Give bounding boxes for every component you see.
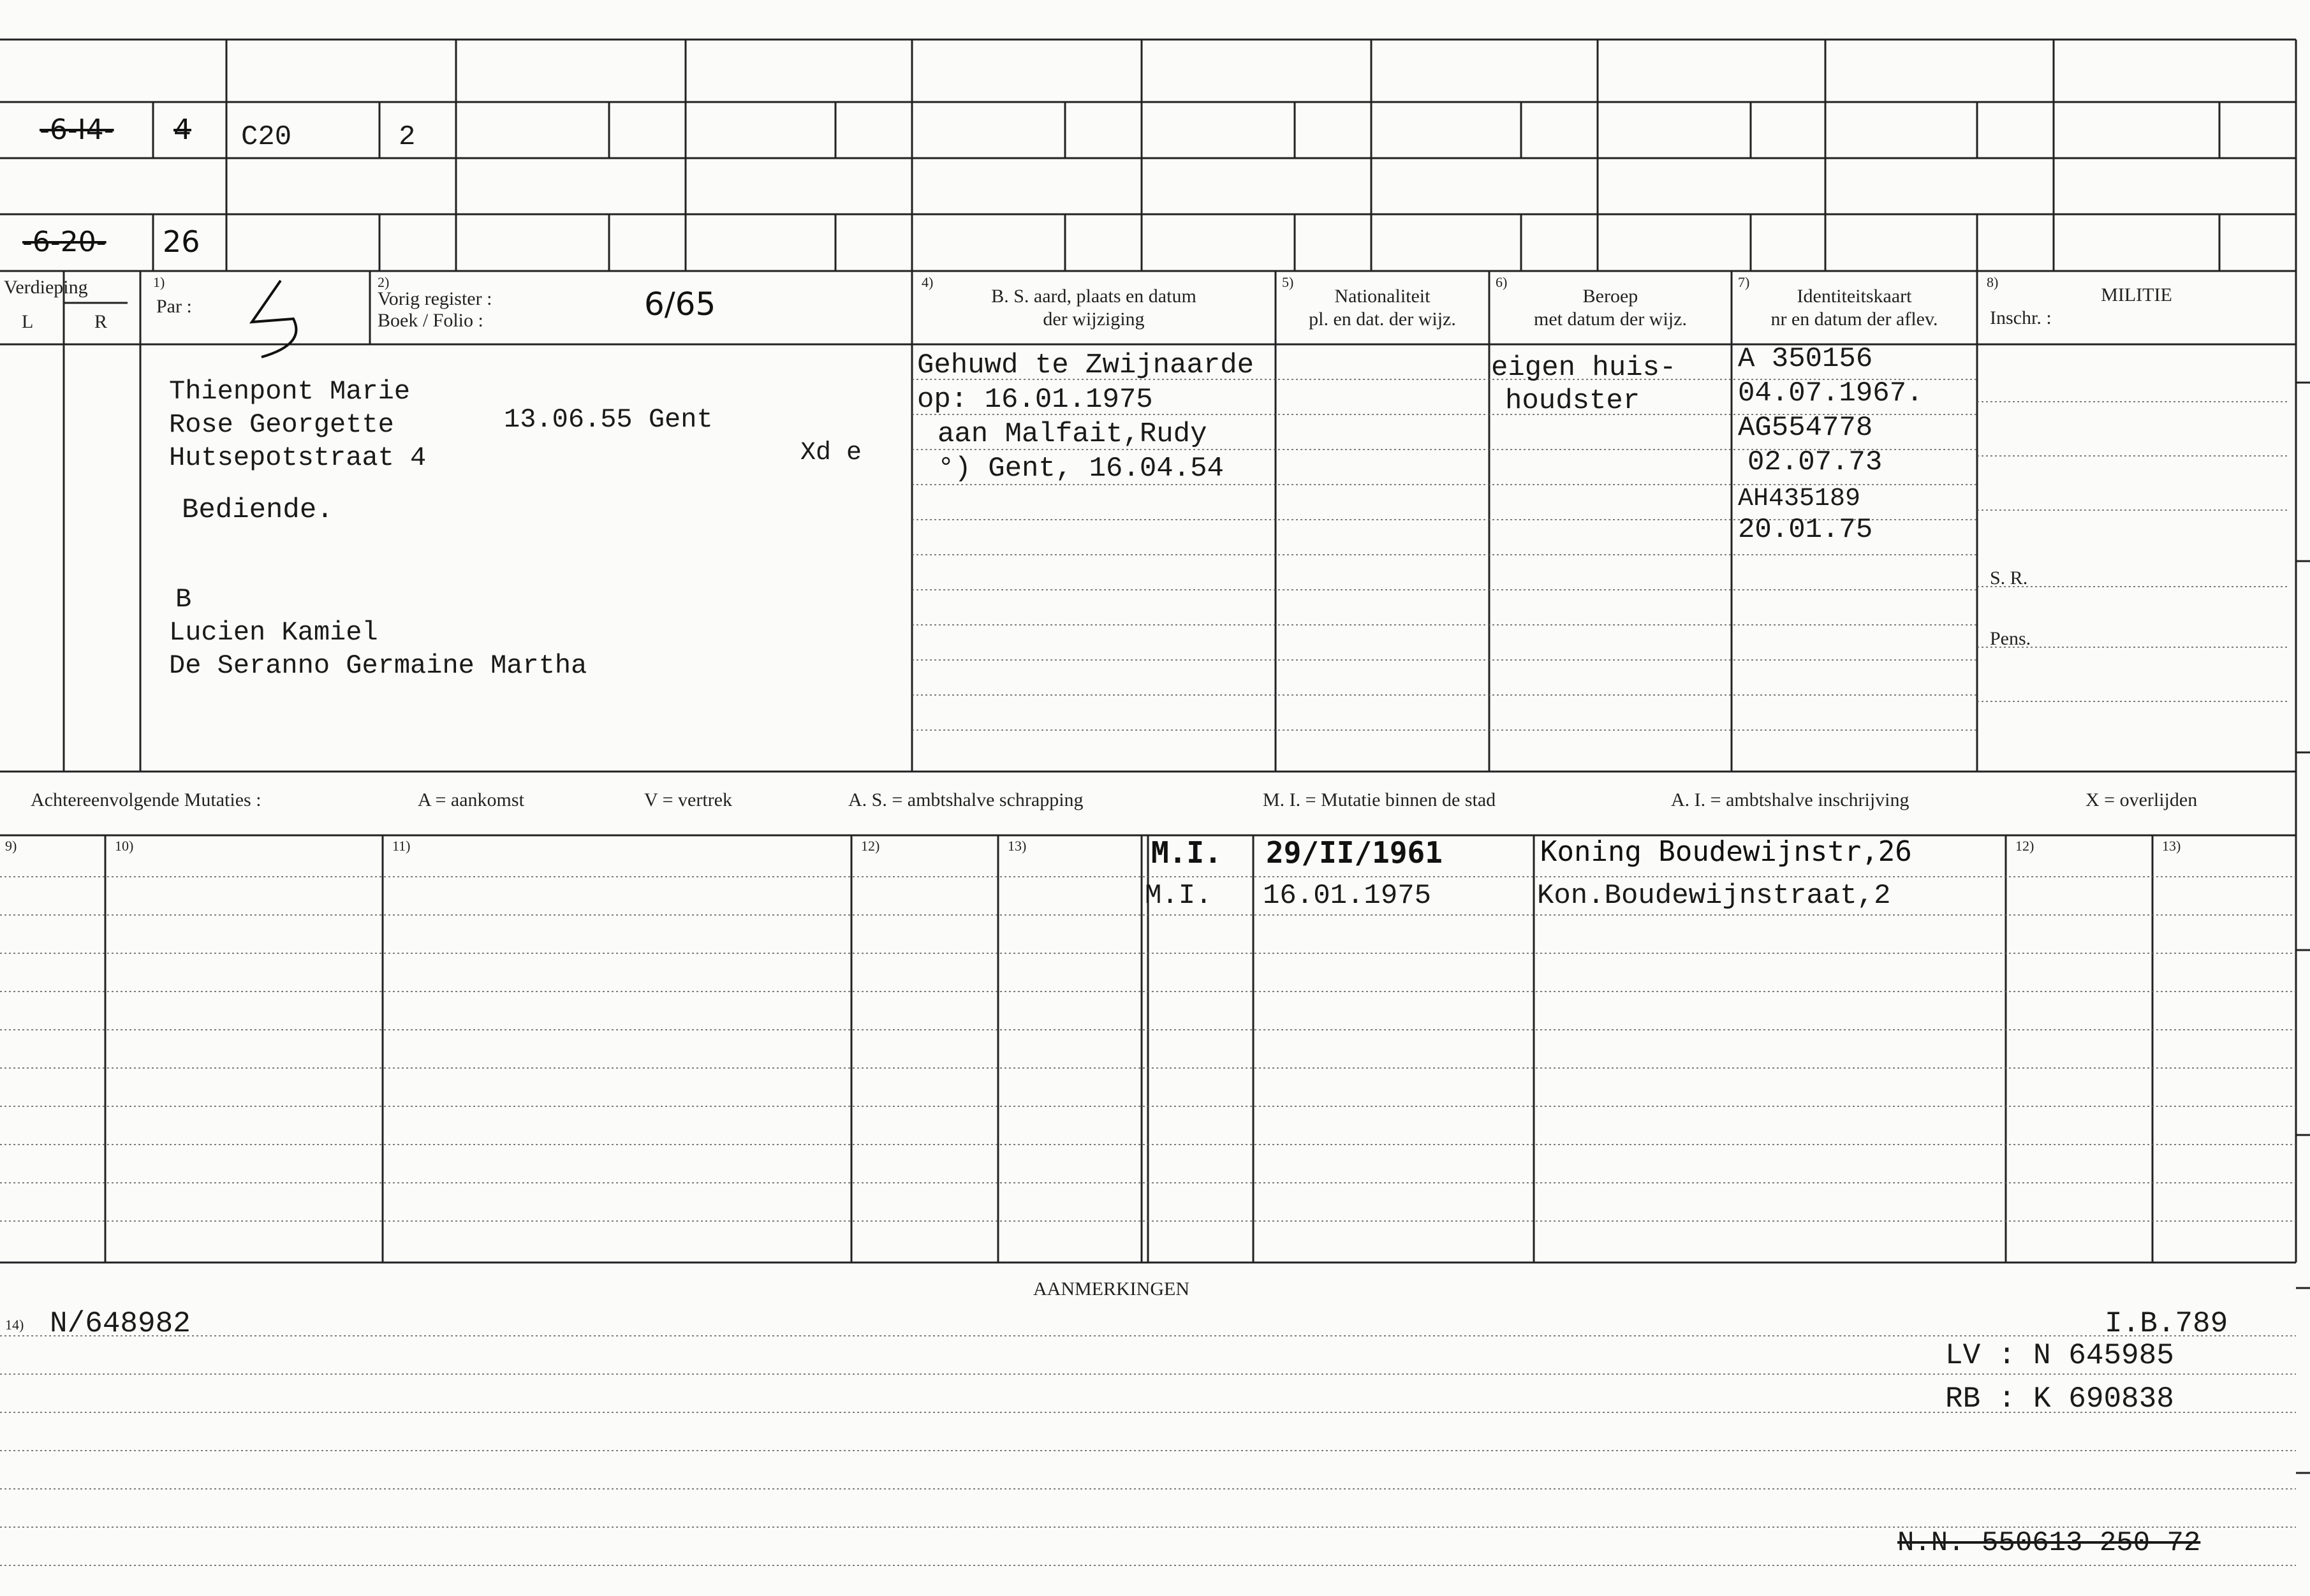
remarks-reference: N/648982 (50, 1307, 191, 1340)
legend-overlijden: X = overlijden (2086, 789, 2198, 810)
verdieping-r: R (94, 311, 108, 332)
identiteitskaart-header-line2: nr en datum der aflev. (1770, 309, 1938, 330)
legend-ambtshalve-inschrijving: A. I. = ambtshalve inschrijving (1671, 789, 1909, 810)
col-number-1: 1) (153, 274, 165, 290)
sr-label: S. R. (1990, 567, 2028, 589)
top-code-c1: C20 (241, 121, 292, 153)
vorig-register-label: Vorig register : (378, 288, 492, 309)
legend-ambtshalve-schrapping: A. S. = ambtshalve schrapping (848, 789, 1084, 810)
bs-entry-2: op: 16.01.1975 (917, 384, 1153, 416)
beroep-entry-2: houdster (1505, 385, 1640, 417)
nationaliteit-header-line1: Nationaliteit (1334, 286, 1431, 307)
bs-entry-4: °) Gent, 16.04.54 (938, 453, 1224, 485)
nationaliteit-header-line2: pl. en dat. der wijz. (1309, 309, 1456, 330)
mutation-col-9: 9) (5, 838, 17, 854)
identiteitskaart-header-line1: Identiteitskaart (1797, 286, 1912, 307)
bs-entry-3: aan Malfait,Rudy (938, 418, 1207, 450)
id-entry-4: 02.07.73 (1747, 446, 1883, 478)
person-mark: Xd e (800, 439, 862, 467)
pens-label: Pens. (1990, 628, 2031, 649)
remarks-lv: LV : N 645985 (1945, 1339, 2174, 1372)
beroep-header-line2: met datum der wijz. (1534, 309, 1687, 330)
col-number-2: 2) (378, 274, 390, 290)
par-handwritten-mark (252, 281, 296, 357)
legend-title: Achtereenvolgende Mutaties : (31, 789, 261, 810)
mutation-2-type: M.I. (1145, 880, 1212, 912)
person-address: Hutsepotstraat 4 (169, 443, 427, 473)
remarks-col-14: 14) (5, 1317, 24, 1333)
mutation-col-13: 13) (1008, 838, 1027, 854)
col-number-7: 7) (1738, 274, 1750, 290)
top-code-d1: 2 (399, 121, 416, 153)
beroep-entry-1: eigen huis- (1491, 352, 1677, 384)
id-entry-5: AH435189 (1738, 485, 1861, 513)
mutation-col-13b: 13) (2162, 838, 2181, 854)
inschr-label: Inschr. : (1990, 307, 2052, 328)
bs-header-line2: der wijziging (1043, 309, 1145, 330)
remarks-ib: I.B.789 (2105, 1307, 2228, 1340)
verdieping-l: L (22, 311, 34, 332)
person-name-line2: Rose Georgette (169, 409, 394, 440)
remarks-nn: N.N. 550613 250 72 (1897, 1527, 2201, 1559)
bs-header-line1: B. S. aard, plaats en datum (991, 286, 1196, 307)
bs-entry-1: Gehuwd te Zwijnaarde (917, 349, 1254, 381)
mutation-1-address: Koning Boudewijnstr,26 (1540, 835, 1912, 868)
id-entry-2: 04.07.1967. (1738, 377, 1924, 409)
mutation-col-12: 12) (861, 838, 880, 854)
person-occupation: Bediende. (182, 494, 334, 526)
boek-folio-value: 6/65 (644, 286, 716, 323)
person-b-label: B (175, 584, 192, 615)
top-code-a2: -6-20- (22, 226, 107, 258)
col-number-8: 8) (1987, 274, 1999, 290)
mutation-col-11: 11) (392, 838, 411, 854)
person-birth: 13.06.55 Gent (504, 404, 713, 435)
top-code-b2: 26 (163, 224, 200, 259)
remarks-title: AANMERKINGEN (1033, 1278, 1189, 1299)
col-number-4: 4) (922, 274, 934, 290)
id-entry-1: A 350156 (1738, 343, 1873, 375)
mutation-1-date: 29/II/1961 (1266, 835, 1443, 870)
col-number-5: 5) (1282, 274, 1294, 290)
verdieping-label: Verdieping (4, 277, 88, 298)
remarks-rb: RB : K 690838 (1945, 1382, 2174, 1416)
mutation-1-type: M.I. (1151, 835, 1222, 870)
mutation-2-address: Kon.Boudewijnstraat,2 (1537, 880, 1891, 912)
militie-header: MILITIE (2101, 284, 2172, 305)
boek-folio-label: Boek / Folio : (378, 310, 483, 331)
beroep-header-line1: Beroep (1582, 286, 1638, 307)
mutation-col-12b: 12) (2015, 838, 2034, 854)
id-entry-6: 20.01.75 (1738, 514, 1873, 546)
person-name-line1: Thienpont Marie (169, 376, 411, 407)
person-father: Lucien Kamiel (169, 617, 378, 648)
id-entry-3: AG554778 (1738, 412, 1873, 444)
mutation-2-date: 16.01.1975 (1263, 880, 1432, 912)
person-mother: De Seranno Germaine Martha (169, 650, 587, 681)
legend-mutatie-binnen-stad: M. I. = Mutatie binnen de stad (1263, 789, 1496, 810)
top-code-b1: 4 (173, 113, 191, 146)
legend-vertrek: V = vertrek (644, 789, 732, 810)
legend-aankomst: A = aankomst (418, 789, 524, 810)
mutation-col-10: 10) (115, 838, 134, 854)
top-code-a1: -6-I4- (40, 113, 114, 146)
col-number-6: 6) (1496, 274, 1508, 290)
par-label: Par : (156, 296, 192, 317)
